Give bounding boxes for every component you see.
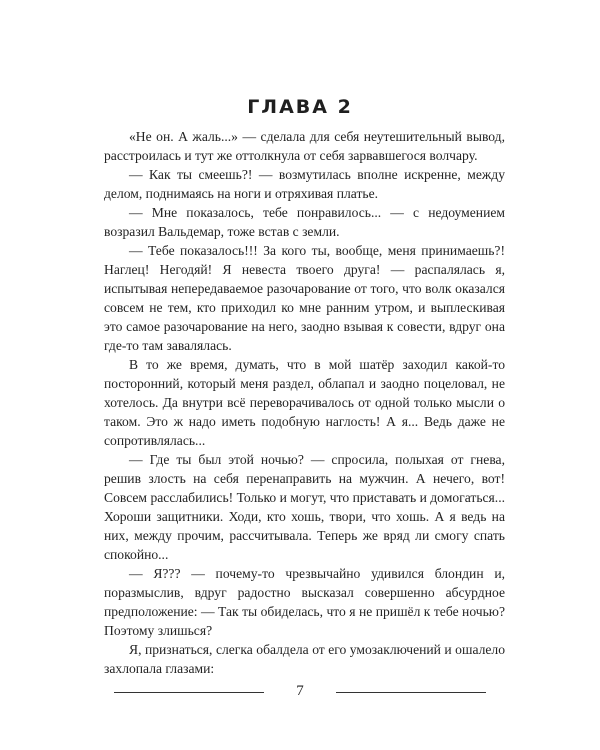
- paragraph: — Как ты смеешь?! — возмутилась вполне искренне, между делом, поднимаясь на ноги и отряхивая платье.: [104, 167, 505, 201]
- page-text: [104, 127, 505, 678]
- paragraph: — Где ты был этой ночью? — спросила, полыхая от гнева, решив злость на себя перенаправить на мужчин. А нечего, вот! Совсем расслабились! Только и могут, что приставать и домогаться... Хороши защитники. Ходи, кто хошь, твори, что хошь. А я ведь на них, между прочим, рассчитывала. Теперь же вряд ли смогу спать спокойно...: [104, 452, 505, 562]
- page-footer: [114, 681, 486, 705]
- chapter-title: ГЛАВА 2: [247, 96, 353, 118]
- paragraph: — Тебе показалось!!! За кого ты, вообще, меня принимаешь?! Наглец! Негодяй! Я невеста твоего друга! — распалялась я, испытывая непередаваемое разочарование от того, что волк оказался совсем не тем, кто приходил ко мне ранним утром, и выплескивая это самое разочарование на него, заодно взывая к совести, вдруг она где-то там завалялась.: [104, 243, 505, 353]
- paragraph: Я, признаться, слегка обалдела от его умозаключений и ошалело захлопала глазами:: [104, 642, 505, 676]
- paragraph: — Мне показалось, тебе понравилось... — с недоумением возразил Вальдемар, тоже встав с земли.: [104, 205, 505, 239]
- paragraph: «Не он. А жаль...» — сделала для себя неутешительный вывод, расстроилась и тут же оттолкнула от себя зарвавшегося волчару.: [104, 129, 505, 163]
- page-number: 7: [296, 683, 304, 699]
- paragraph: — Я??? — почему-то чрезвычайно удивился блондин и, поразмыслив, вдруг радостно высказал совершенно абсурдное предположение: — Так ты обиделась, что я не пришёл к тебе ночью? Поэтому злишься?: [104, 566, 505, 638]
- footer-rule-right: [336, 692, 486, 693]
- paragraph: В то же время, думать, что в мой шатёр заходил какой-то посторонний, который меня раздел, облапал и заодно поцеловал, не хотелось. Да внутри всё переворачивалось от одной только мысли о таком. Это ж надо иметь подобную наглость! А я... Ведь даже не сопротивлялась...: [104, 357, 505, 448]
